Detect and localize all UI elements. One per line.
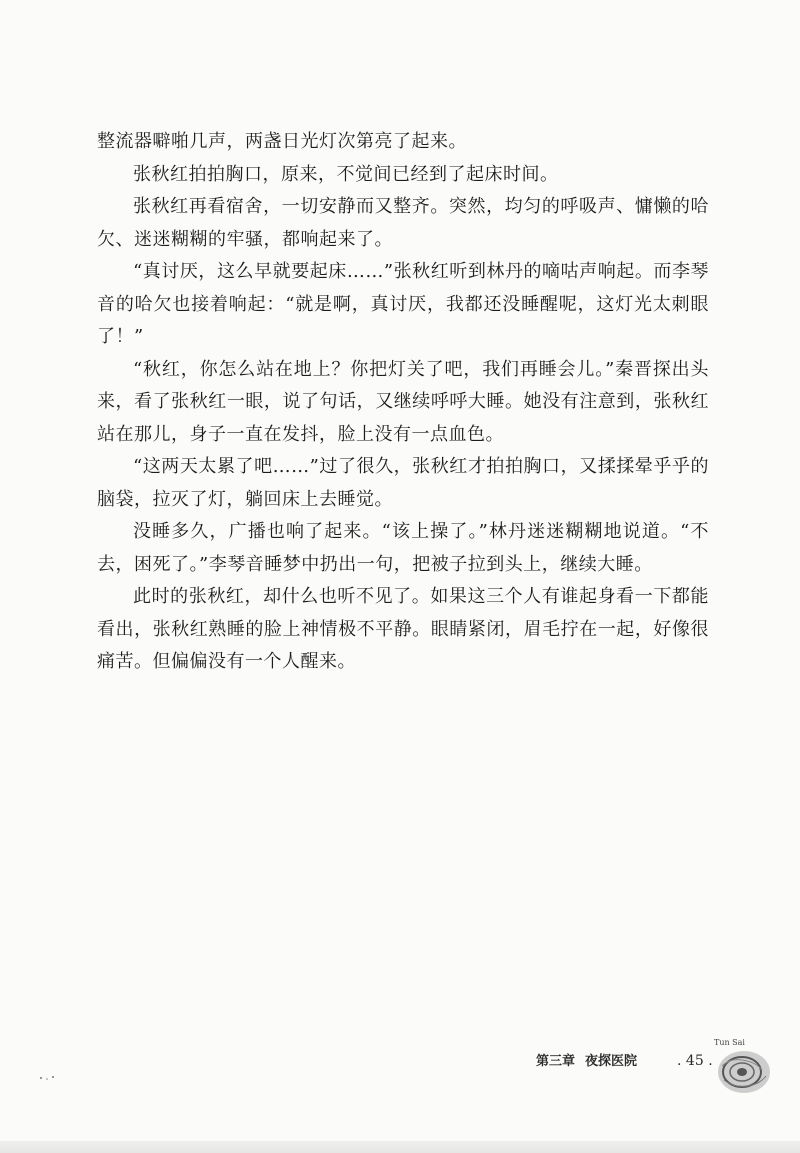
body-text [97,126,709,679]
paragraph: 张秋红拍拍胸口，原来，不觉间已经到了起床时间。 [133,163,559,185]
paragraph: 整流器噼啪几声，两盏日光灯次第亮了起来。 [97,131,467,152]
paragraph: “这两天太累了吧……”过了很久，张秋红才拍拍胸口，又揉揉晕乎乎的脑袋，拉灭了灯，躺回床上去睡觉。 [97,456,709,510]
paragraph: “真讨厌，这么早就要起床……”张秋红听到林丹的嘀咕声响起。而李琴音的哈欠也接着响起：“就是啊，真讨厌，我都还没睡醒呢，这灯光太刺眼了！” [97,261,709,347]
paragraph: 张秋红再看宿舍，一切安静而又整齐。突然，均匀的呼吸声、慵懒的哈欠、迷迷糊糊的牢骚，都响起来了。 [97,196,709,250]
page-bottom-edge [0,1141,800,1153]
paragraph: 没睡多久，广播也响了起来。“该上操了。”林丹迷迷糊糊地说道。“不去，困死了。”李琴音睡梦中扔出一句，把被子拉到头上，继续大睡。 [97,521,709,575]
page-footer [536,1050,713,1069]
paragraph: “秋红，你怎么站在地上？你把灯关了吧，我们再睡会儿。”秦晋探出头来，看了张秋红一眼，说了句话，又继续呼呼大睡。她没有注意到，张秋红站在那儿，身子一直在发抖，脸上没有一点血色。 [97,358,709,445]
page-number: . 45 . [677,1053,713,1069]
section-title: 夜探医院 [585,1054,638,1069]
paper-speck-icon [38,1074,58,1082]
ink-seal-logo-icon [708,1036,774,1096]
svg-text:Tun Sai: Tun Sai [714,1038,745,1047]
paragraph: 此时的张秋红，却什么也听不见了。如果这三个人有谁起身看一下都能看出，张秋红熟睡的脸上神情极不平静。眼睛紧闭，眉毛拧在一起，好像很痛苦。但偏偏没有一个人醒来。 [97,586,709,672]
chapter-label: 第三章 [536,1054,576,1069]
